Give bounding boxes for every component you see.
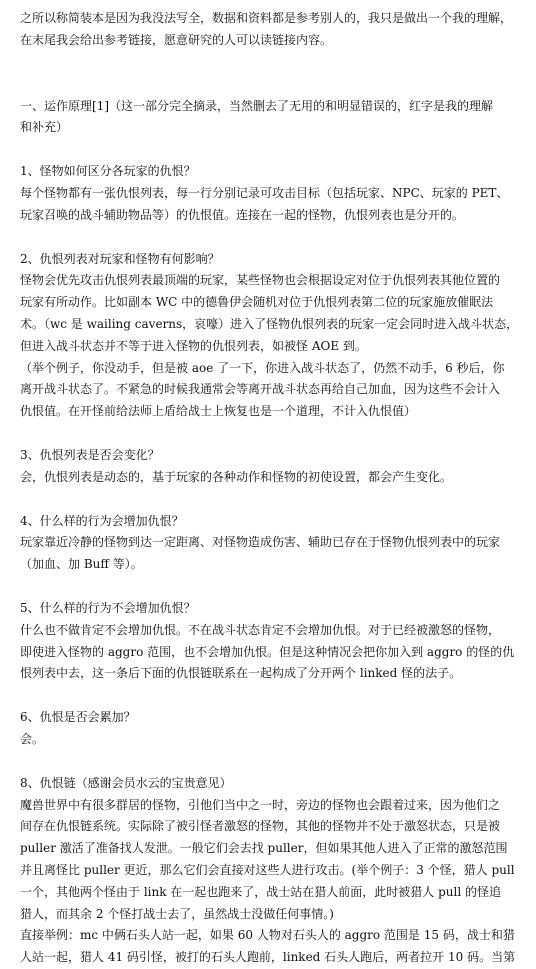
qa-line: 离开战斗状态了。不紧急的时候我通常会等离开战斗状态再给自己加血，因为这些不会计入: [20, 382, 501, 397]
qa-line: 会，仇恨列表是动态的，基于玩家的各种动作和怪物的初使设置，都会产生变化。: [20, 469, 453, 484]
qa-line: 猎人，而其余 2 个怪打战士去了，虽然战士没做任何事情。): [20, 906, 334, 921]
qa-heading: 2、仇恨列表对玩家和怪物有何影响？: [20, 251, 220, 266]
intro-line: 之所以称简装本是因为我没法写全，数据和资料都是参考别人的，我只是做出一个我的理解，: [20, 11, 513, 25]
qa-item-4: [20, 511, 520, 576]
qa-line: （加血、加 Buff 等）。: [20, 557, 143, 572]
section-title-line: 和补充）: [20, 120, 69, 135]
qa-item-8: [20, 773, 520, 969]
section-title-line: 一、运作原理[1]（这一部分完全摘录，当然删去了无用的和明显错误的，红字是我的理解: [20, 98, 494, 113]
qa-line: 但进入战斗状态并不等于进入怪物的仇恨列表，如被怪 AOE 到。: [20, 338, 367, 353]
document-page: [20, 8, 520, 969]
intro-paragraph: [20, 8, 520, 52]
qa-line: 什么也不做肯定不会增加仇恨。不在战斗状态肯定不会增加仇恨。对于已经被激怒的怪物，: [20, 622, 501, 637]
section-title: [20, 96, 520, 140]
qa-line: 即使进入怪物的 aggro 范围，也不会增加仇恨。但是这种情况会把你加入到 aggro 的怪的仇: [20, 644, 515, 659]
qa-item-5: [20, 598, 520, 685]
qa-line: （举个例子，你没动手，但是被 aoe 了一下，你进入战斗状态了，仍然不动手，6 秒后，你: [20, 360, 505, 375]
qa-heading: 4、什么样的行为会增加仇恨？: [20, 513, 184, 528]
qa-line: 玩家靠近冷静的怪物到达一定距离、对怪物造成伤害、辅助已存在于怪物仇恨列表中的玩家: [20, 535, 501, 550]
qa-line: puller 激活了准备找人发泄。一般它们会去找 puller，但如果其他人进入了正常的激怒范围: [20, 841, 508, 856]
qa-line: 怪物会优先攻击仇恨列表最顶端的玩家，某些怪物也会根据设定对位于仇恨列表其他位置的: [20, 273, 501, 288]
qa-line: 术。（wc 是 wailing caverns，哀嚎）进入了怪物仇恨列表的玩家一定会同时进入战斗状态，: [20, 316, 519, 331]
qa-line: 直接举例：mc 中俩石头人站一起，如果 60 人物对石头人的 aggro 范围是 15 码，战士和猎: [20, 928, 515, 943]
qa-heading: 1、怪物如何区分各玩家的仇恨？: [20, 164, 196, 179]
qa-line: 一个，其他两个怪由于 link 在一起也跑来了，战士站在猎人前面，此时被猎人 pull 的怪追: [20, 884, 502, 899]
qa-line: 魔兽世界中有很多群居的怪物，引他们当中之一时，旁边的怪物也会跟着过来，因为他们之: [20, 797, 501, 812]
qa-line: 玩家召唤的战斗辅助物品等）的仇恨值。连接在一起的怪物，仇恨列表也是分开的。: [20, 207, 465, 222]
qa-line: 玩家有所动作。比如副本 WC 中的德鲁伊会随机对位于仇恨列表第二位的玩家施放催眠法: [20, 295, 494, 310]
qa-item-3: [20, 445, 520, 489]
qa-heading: 5、什么样的行为不会增加仇恨？: [20, 600, 196, 615]
qa-heading: 6、仇恨是否会累加？: [20, 710, 136, 725]
intro-line: 在末尾我会给出参考链接，愿意研究的人可以读链接内容。: [20, 32, 333, 47]
qa-line: 会。: [20, 731, 45, 746]
qa-line: 并且离怪比 puller 更近，那么它们会直接对这些人进行攻击。(举个例子：3 个怪，猎人 pull: [20, 862, 515, 877]
qa-heading: 3、仇恨列表是否会变化？: [20, 447, 160, 462]
qa-heading: 8、仇恨链（感谢会员水云的宝贵意见）: [20, 775, 232, 790]
qa-line: 人站一起，猎人 41 码引怪，被打的石头人跑前，linked 石头人跑后，两者拉开 10 码。当第: [20, 950, 516, 965]
qa-line: 仇恨值。在开怪前给法师上盾给战士上恢复也是一个道理，不计入仇恨值）: [20, 404, 417, 419]
qa-item-1: [20, 161, 520, 226]
qa-line: 间存在仇恨链系统。实际除了被引怪者激怒的怪物，其他的怪物并不处于激怒状态，只是被: [20, 819, 501, 834]
qa-item-2: [20, 249, 520, 423]
qa-line: 每个怪物都有一张仇恨列表，每一行分别记录可攻击目标（包括玩家、NPC、玩家的 PET、: [20, 185, 509, 200]
qa-item-6: [20, 707, 520, 751]
qa-line: 恨列表中去，这一条后下面的仇恨链联系在一起构成了分开两个 linked 怪的法子。: [20, 666, 462, 681]
